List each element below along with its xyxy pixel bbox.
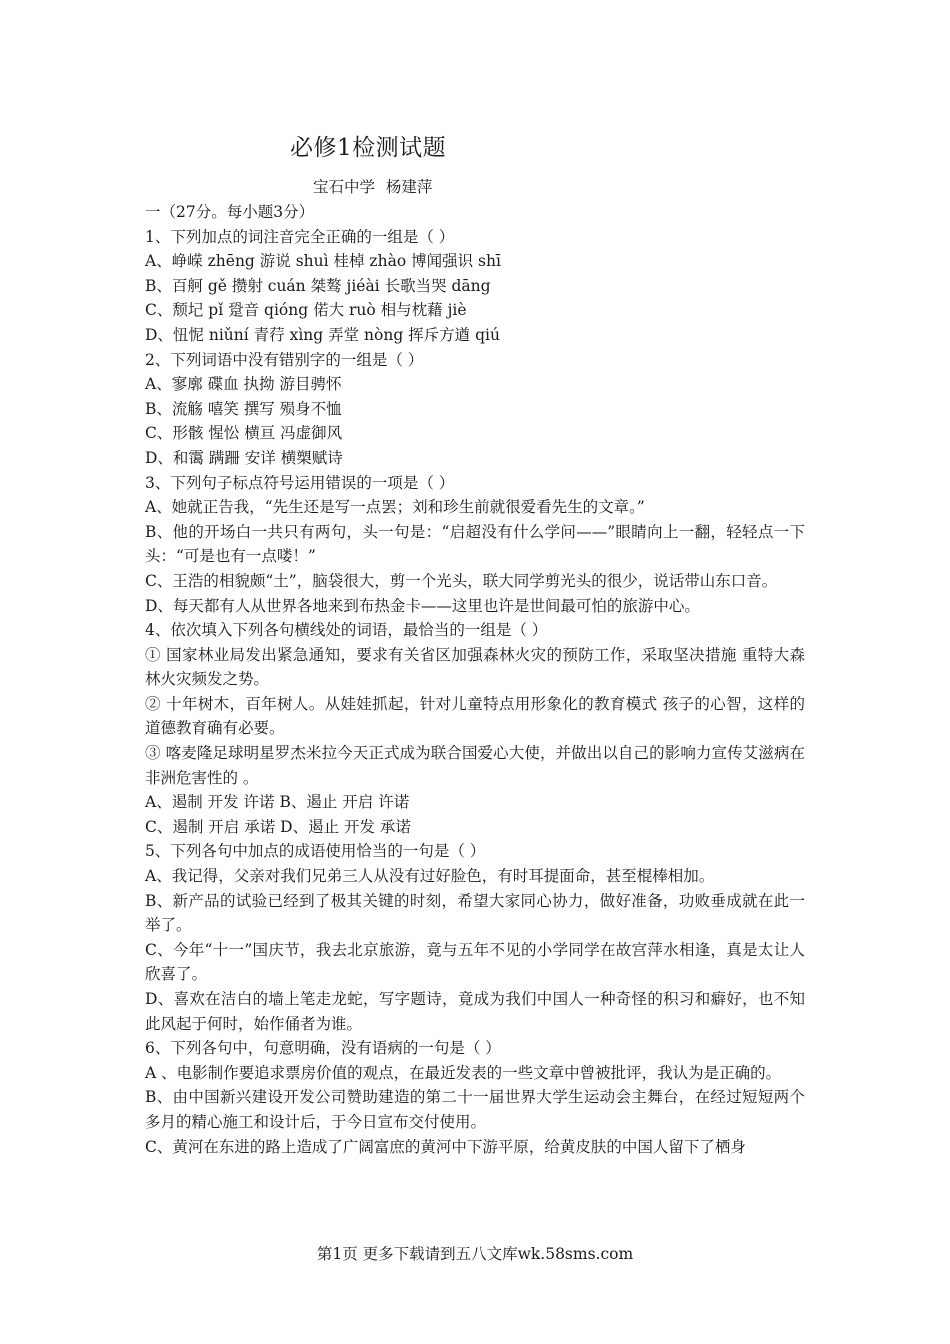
sentence-4-1: ① 国家林业局发出紧急通知，要求有关省区加强森林火灾的预防工作，采取坚决措施 重特大森林火灾频发之势。 — [145, 645, 805, 689]
question-6: 6、下列各句中，句意明确，没有语病的一句是（ ） — [145, 1039, 501, 1058]
author-line: 宝石中学 杨建萍 — [313, 178, 433, 196]
option-4ab: A、遏制 开发 许诺 B、遏止 开启 许诺 — [145, 793, 410, 812]
option-6a: A 、电影制作要追求票房价值的观点，在最近发表的一些文章中曾被批评，我认为是正确的。 — [145, 1063, 782, 1082]
page-title: 必修1检测试题 — [290, 135, 447, 161]
section-heading: 一（27分。每小题3分） — [145, 203, 315, 221]
option-2a: A、寥廓 碟血 执拗 游目骋怀 — [145, 375, 342, 394]
option-3d: D、每天都有人从世界各地来到布热金卡——这里也许是世间最可怕的旅游中心。 — [145, 596, 700, 615]
option-6c: C、黄河在东进的路上造成了广阔富庶的黄河中下游平原，给黄皮肤的中国人留下了栖身 — [145, 1137, 746, 1156]
question-4: 4、依次填入下列各句横线处的词语，最恰当的一组是（ ） — [145, 621, 548, 640]
option-2c: C、形骸 惺忪 横亘 冯虚御风 — [145, 424, 343, 443]
option-5d: D、喜欢在洁白的墙上笔走龙蛇，写字题诗，竟成为我们中国人一种奇怪的积习和癖好，也不知此风起于何时，始作俑者为谁。 — [145, 990, 805, 1033]
option-1c: C、颓圮 pǐ 跫音 qióng 偌大 ruò 相与枕藉 jiè — [145, 301, 467, 320]
option-1a: A、峥嵘 zhēng 游说 shuì 桂棹 zhào 博闻强识 shī — [145, 252, 501, 271]
option-5c: C、今年“十一”国庆节，我去北京旅游，竟与五年不见的小学同学在故宫萍水相逢，真是太让人欣喜了。 — [145, 940, 805, 984]
option-5a: A、我记得，父亲对我们兄弟三人从没有过好脸色，有时耳提面命，甚至棍棒相加。 — [145, 867, 715, 886]
document-body — [145, 200, 805, 1159]
option-4cd: C、遏制 开启 承诺 D、遏止 开发 承诺 — [145, 817, 411, 836]
option-2d: D、和霭 蹒跚 安详 横槊赋诗 — [145, 448, 343, 467]
option-3b: B、他的开场白一共只有两句，头一句是：“启超没有什么学问——”眼睛向上一翻，轻轻点一下头：“可是也有一点喽！” — [145, 522, 805, 566]
sentence-4-3: ③ 喀麦隆足球明星罗杰米拉今天正式成为联合国爱心大使，并做出以自己的影响力宣传艾滋病在非洲危害性的 。 — [145, 744, 805, 787]
question-2: 2、下列词语中没有错别字的一组是（ ） — [145, 350, 424, 369]
option-6b: B、由中国新兴建设开发公司赞助建造的第二十一届世界大学生运动会主舞台，在经过短短两个多月的精心施工和设计后，于今日宣布交付使用。 — [145, 1088, 805, 1131]
option-5b: B、新产品的试验已经到了极其关键的时刻，希望大家同心协力，做好准备，功败垂成就在此一举了。 — [145, 891, 805, 935]
question-3: 3、下列句子标点符号运用错误的一项是（ ） — [145, 473, 455, 492]
option-1d: D、忸怩 niǔní 青荇 xìng 弄堂 nòng 挥斥方遒 qiú — [145, 325, 500, 344]
page-footer: 第1页 更多下载请到五八文库wk.58sms.com — [316, 1245, 634, 1263]
question-5: 5、下列各句中加点的成语使用恰当的一句是（ ） — [145, 842, 486, 861]
option-3a: A、她就正告我，“先生还是写一点罢；刘和珍生前就很爱看先生的文章。” — [145, 498, 645, 517]
option-2b: B、流觞 嘻笑 撰写 殒身不恤 — [145, 399, 342, 418]
option-3c: C、王浩的相貌颇“土”，脑袋很大，剪一个光头，联大同学剪光头的很少，说话带山东口音。 — [145, 571, 778, 590]
option-1b: B、百舸 gě 攒射 cuán 桀骜 jiéài 长歌当哭 dāng — [145, 276, 491, 295]
sentence-4-2: ② 十年树木，百年树人。从娃娃抓起，针对儿童特点用形象化的教育模式 孩子的心智，这样的道德教育确有必要。 — [145, 694, 805, 738]
question-1: 1、下列加点的词注音完全正确的一组是（ ） — [145, 227, 455, 246]
